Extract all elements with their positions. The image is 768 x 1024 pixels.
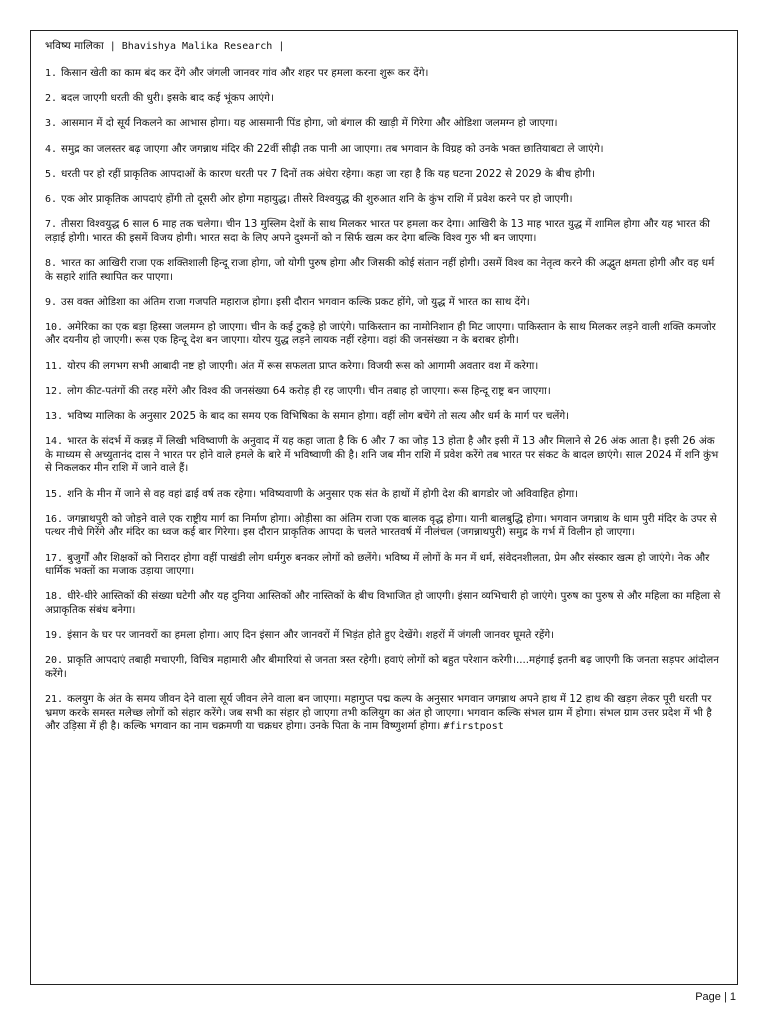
list-item [45,92,723,106]
item-text: कलयुग के अंत के समय जीवन देने वाला सूर्य जीवन लेने वाला बन जाएगा। महागुप्त पद्म कल्प के अनुसार भगवान जगन्नाथ अपने हाथ में 12 हाथ की खड़ग लेकर पूरी धरती पर भ्रमण करके समस्त मलेच्छ लोगों को संहार करेंगे। जब सभी का संहार हो जाएगा तभी कलियुग का अंत हो जाएगा। भगवान कल्कि संभल ग्राम में होगा। संभल ग्राम उत्तर प्रदेश में भी है और उड़िसा में ही है। कल्कि भगवान का नाम चक्रमणी या चक्रधर होगा। उनके पिता के नाम विष्णुशर्मा होगा। [45,693,712,733]
prediction-list [45,67,723,734]
page-frame [30,30,738,985]
list-item [45,385,723,399]
item-text: उस वक्त ओडिशा का अंतिम राजा गजपति महाराज होगा। इसी दौरान भगवान कल्कि प्रकट होंगे, जो युद्ध में भारत का साथ देंगे। [61,295,530,308]
item-number: 3. [45,118,58,130]
item-text: बुजुर्गों और शिक्षकों को निरादर होगा वहीं पाखंडी लोग धर्मगुरु बनकर लोगों को छलेंगे। भविष्य में लोगों के मन में धर्म, संवेदनशीलता, प्रेम और संस्कार खत्म हो जाएंगे। नेक और धार्मिक भक्तों का मजाक उड़ाया जाएगा। [45,551,710,578]
item-number: 12. [45,385,64,397]
list-item [45,143,723,157]
item-number: 7. [45,219,58,231]
item-text: भारत के संदर्भ में कन्नड़ में लिखी भविष्वाणी के अनुवाद में यह कहा जाता है कि 6 और 7 का जोड़ 13 होता है और इसी में 13 और मिलाने से 26 अंक आता है। इसी 26 अंक के माध्यम से अच्युतानंद दास ने भारत पर होने वाले हमले के बारे में भविष्वाणी की है। शनि जब मीन राशि में प्रवेश करेंगे तब भारत पर संकट के बादल छाएंगे। साल 2024 में शनि कुंभ से निकलकर मीन राशि में जाने वाले हैं। [45,435,719,475]
item-text: प्राकृति आपदाएं तबाही मचाएगी, विचित्र महामारी और बीमारियां से जनता त्रस्त रहेगी। हवाएं लोगों को बहुत परेशान करेगी।....महंगाई इतनी बढ़ जाएगी कि जनता सड़पर आंदोलन करेंगे। [45,654,719,680]
list-item [45,552,723,579]
list-item [45,360,723,374]
list-item [45,654,723,681]
list-item [45,693,723,734]
list-item [45,410,723,424]
item-text: अमेरिका का एक बड़ा हिस्सा जलमग्न हो जाएगा। चीन के कई टुकड़े हो जाएंगे। पाकिस्तान का नामोनिशान ही मिट जाएगा। पाकिस्तान के साथ मिलकर लड़ने वाली शक्ति कमजोर और दयनीय हो जाएगी। रूस एक हिन्दू देश बन जाएगा। योरप युद्ध लड़ने लायक नहीं रहेगा। वहां की जनसंख्या न के बराबर होगी। [45,320,716,347]
header-subtitle: Bhavishya Malika Research [121,41,273,52]
item-number: 21. [45,694,64,706]
header-separator-left: | [103,41,122,52]
list-item [45,296,723,310]
item-text: समुद्र का जलस्तर बढ़ जाएगा और जगन्नाथ मंदिर की 22वीं सीढ़ी तक पानी आ जाएगा। तब भगवान के विग्रह को उनके भक्त छातियाबटा ले जाएंगे। [61,142,604,155]
item-text: लोग कीट-पतंगों की तरह मरेंगे और विश्व की जनसंख्या 64 करोड़ ही रह जाएगी। चीन तबाह हो जाएगा। रूस हिन्दू राष्ट्र बन जाएगा। [67,384,551,397]
item-number: 18. [45,591,64,603]
list-item [45,513,723,540]
list-item [45,590,723,617]
list-item [45,629,723,643]
item-number: 16. [45,513,64,525]
document-body [31,31,737,734]
item-number: 1. [45,68,58,79]
item-text: आसमान में दो सूर्य निकलने का आभास होगा। यह आसमानी पिंड होगा, जो बंगाल की खाड़ी में गिरेगा और ओडिशा जलमग्न हो जाएगा। [61,117,558,130]
item-number: 19. [45,630,64,642]
item-number: 9. [45,296,58,308]
item-text: भविष्य मालिका के अनुसार 2025 के बाद का समय एक विभिषिका के समान होगा। वहीं लोग बचेंगे तो सत्य और धर्म के मार्ग पर चलेंगे। [67,410,570,423]
item-text: धरती पर हो रहीं प्राकृतिक आपदाओं के कारण धरती पर 7 दिनों तक अंधेरा रहेगा। कहा जा रहा है कि यह घटना 2022 से 2029 के बीच होगी। [61,167,595,180]
document-header [45,39,723,54]
item-text: इंसान के घर पर जानवरों का हमला होगा। आए दिन इंसान और जानवरों में भिड़ंत होते हुए देखेंगे। शहरों में जंगली जानवर घूमते रहेंगे। [67,629,555,642]
item-number: 17. [45,552,64,564]
item-number: 4. [45,143,58,155]
item-number: 10. [45,321,64,333]
list-item [45,168,723,182]
item-text: एक ओर प्राकृतिक आपदाएं होंगी तो दूसरी ओर होगा महायुद्ध। तीसरे विश्वयुद्ध की शुरुआत शनि के कुंभ राशि में प्रवेश करने पर हो जाएगी। [61,192,573,205]
item-text: योरप की लगभग सभी आबादी नष्ट हो जाएगी। अंत में रूस सफलता प्राप्त करेगा। विजयी रूस को आगामी अवतार वश में करेगा। [67,359,539,372]
item-text: बदल जाएगी धरती की धुरी। इसके बाद कई भूंकप आएंगे। [61,92,274,105]
list-item [45,488,723,502]
hashtag: #firstpost [443,721,504,733]
header-title: भविष्य मालिका [45,40,104,52]
page-number: Page | 1 [695,991,736,1003]
list-item [45,117,723,131]
item-number: 14. [45,436,64,448]
item-number: 8. [45,257,58,269]
list-item [45,257,723,284]
list-item [45,67,723,81]
list-item [45,435,723,476]
item-number: 2. [45,93,58,105]
item-number: 15. [45,488,64,500]
item-text: भारत का आखिरी राजा एक शक्तिशाली हिन्दू राजा होगा, जो योगी पुरुष होगा और जिसकी कोई संतान नहीं होगी। उसमें विश्व का नेतृत्व करने की अद्भुत क्षमता होगी और वह धर्म के सहारे शांति स्थापित कर पाएगा। [45,256,715,283]
item-text: किसान खेती का काम बंद कर देंगे और जंगली जानवर गांव और शहर पर हमला करना शुरू कर देंगे। [61,67,429,79]
item-text: धीरे-धीरे आस्तिकों की संख्या घटेगी और यह दुनिया आस्तिकों और नास्तिकों के बीच विभाजित हो जाएगी। इंसान व्यभिचारी हो जाएंगे। पुरुष का पुरुष से और महिला का महिला से अप्राकृतिक संबंध बनेगा। [45,590,721,616]
item-number: 20. [45,655,64,667]
item-text: शनि के मीन में जाने से वह वहां ढाई वर्ष तक रहेगा। भविष्यवाणी के अनुसार एक संत के हाथों में होगी देश की बागडोर जो अविवाहित होगा। [67,487,579,500]
list-item [45,218,723,245]
item-text: जगन्नाथपुरी को जोड़ने वाले एक राष्ट्रीय मार्ग का निर्माण होगा। ओड़ीसा का अंतिम राजा एक बालक वृद्ध होगा। यानी बालबुद्धि होगा। भगवान जगन्नाथ के धाम पुरी मंदिर के उपर से पत्थर नीचे गिरेंगे और मंदिर का ध्वज कई बार गिरेगा। इस दौरान प्राकृतिक आपदा के चलते भारतवर्ष में नीलंचल (जगन्नाथपुरी) समुद्र के गर्भ में विलीन हो जाएगा। [45,512,717,539]
list-item [45,321,723,348]
item-number: 11. [45,360,64,372]
item-text: तीसरा विश्वयुद्ध 6 साल 6 माह तक चलेगा। चीन 13 मुस्लिम देशों के साथ मिलकर भारत पर हमला कर देगा। आखिरी के 13 माह भारत युद्ध में शामिल होगा और यह भारत की लड़ाई होगी। भारत की इसमें विजय होगी। भारत सदा के लिए अपने दुश्मनों को न सिर्फ खत्म कर देगा बल्कि विश्व गुरु भी बन जाएगा। [45,218,710,244]
list-item [45,193,723,207]
item-number: 13. [45,411,64,423]
item-number: 6. [45,193,58,205]
header-separator-right: | [272,41,285,52]
item-number: 5. [45,168,58,180]
